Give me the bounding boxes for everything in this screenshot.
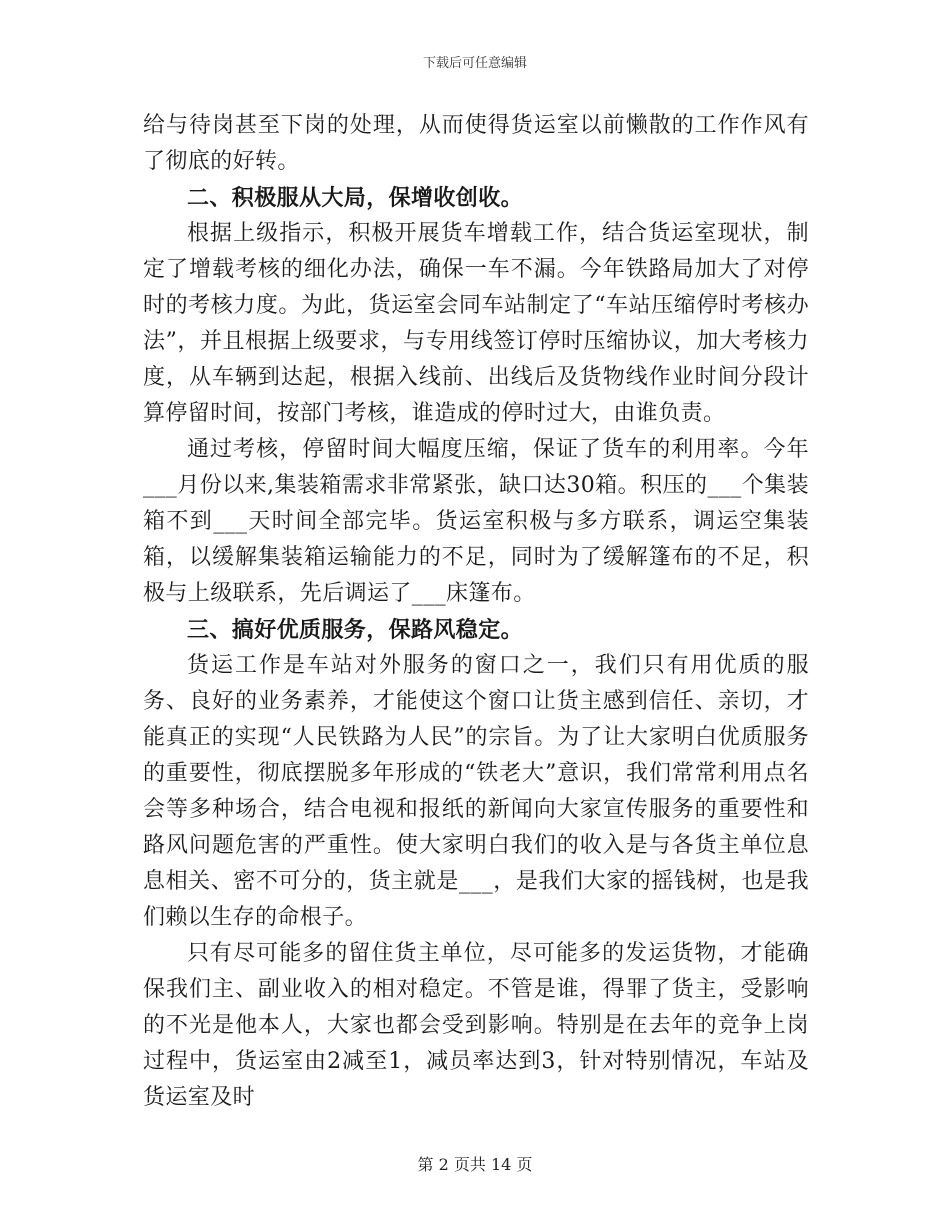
page-number: 第 2 页共 14 页 [417, 1155, 533, 1174]
section-heading-3: 三、搞好优质服务，保路风稳定。 [187, 617, 524, 643]
section-heading-2: 二、积极服从大局，保增收创收。 [187, 185, 524, 211]
document-body [143, 108, 809, 1116]
paragraph-continuation: 给与待岗甚至下岗的处理，从而使得货运室以前懒散的工作作风有了彻底的好转。 [143, 113, 809, 174]
paragraph: 只有尽可能多的留住货主单位，尽可能多的发运货物，才能确保我们主、副业收入的相对稳定。不管是谁，得罪了货主，受影响的不光是他本人，大家也都会受到影响。特别是在去年的竞争上岗过程中，货运室由2减至1，减员率达到3，针对特别情况，车站及货运室及时 [143, 941, 809, 1110]
paragraph: 货运工作是车站对外服务的窗口之一，我们只有用优质的服务、良好的业务素养，才能使这个窗口让货主感到信任、亲切，才能真正的实现“人民铁路为人民”的宗旨。为了让大家明白优质服务的重要性，彻底摆脱多年形成的“铁老大”意识，我们常常利用点名会等多种场合，结合电视和报纸的新闻向大家宣传服务的重要性和路风问题危害的严重性。使大家明白我们的收入是与各货主单位息息相关、密不可分的，货主就是___，是我们大家的摇钱树，也是我们赖以生存的命根子。 [143, 653, 809, 930]
paragraph: 根据上级指示，积极开展货车增载工作，结合货运室现状，制定了增载考核的细化办法，确保一车不漏。今年铁路局加大了对停时的考核力度。为此，货运室会同车站制定了“车站压缩停时考核办法”，并且根据上级要求，与专用线签订停时压缩协议，加大考核力度，从车辆到达起，根据入线前、出线后及货物线作业时间分段计算停留时间，按部门考核，谁造成的停时过大，由谁负责。 [143, 221, 809, 426]
page-header: 下载后可任意编辑 [422, 56, 527, 71]
paragraph: 通过考核，停留时间大幅度压缩，保证了货车的利用率。今年___月份以来,集装箱需求非常紧张，缺口达30箱。积压的___个集装箱不到___天时间全部完毕。货运室积极与多方联系，调运空集装箱，以缓解集装箱运输能力的不足，同时为了缓解篷布的不足，积极与上级联系，先后调运了___床篷布。 [143, 437, 809, 606]
